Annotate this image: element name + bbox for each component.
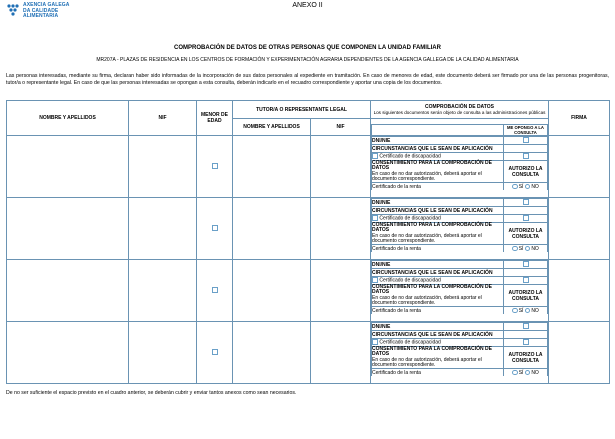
table-row: [7, 198, 610, 260]
discapacidad-checkbox[interactable]: [372, 215, 378, 221]
tutor-nif-cell[interactable]: [311, 260, 371, 322]
dni-label: DNI/NIE: [372, 137, 504, 145]
dni-opongo-checkbox[interactable]: [523, 199, 529, 205]
tutor-name-cell[interactable]: [233, 198, 311, 260]
consent-title: CONSENTIMIENTO PARA LA COMPROBACIÓN DE DATOS: [372, 284, 493, 296]
discapacidad-label: Certificado de discapacidad: [379, 153, 441, 160]
no-radio[interactable]: [525, 184, 531, 190]
firma-cell[interactable]: [549, 322, 610, 384]
member-nif-cell[interactable]: [129, 322, 197, 384]
member-name-cell[interactable]: [7, 260, 129, 322]
anexo-label: ANEXO II: [292, 2, 323, 9]
header-tutor-name: NOMBRE Y APELLIDOS: [233, 119, 311, 136]
logo-line: DA CALIDADE: [23, 7, 59, 14]
logo-line: ALIMENTARIA: [23, 13, 59, 20]
comprobacion-title: COMPROBACIÓN DE DATOS: [425, 103, 494, 110]
menor-checkbox[interactable]: [212, 225, 218, 231]
discapacidad-opongo-checkbox[interactable]: [523, 277, 529, 283]
discapacidad-opongo-checkbox[interactable]: [523, 215, 529, 221]
consent-text: En caso de no dar autorización, deberá aportar el documento correspondiente.: [372, 356, 482, 368]
discapacidad-checkbox[interactable]: [372, 153, 378, 159]
comprobacion-subtitle: Los siguientes documentos serán objeto de consulta a las administraciones públicas: [373, 109, 546, 115]
si-label: SÍ: [518, 369, 524, 376]
document-title: COMPROBACIÓN DE DATOS DE OTRAS PERSONAS QUE COMPONEN LA UNIDAD FAMILIAR: [174, 45, 441, 51]
firma-cell[interactable]: [549, 136, 610, 198]
menor-cell: [197, 136, 233, 198]
circunstancias-label: CIRCUNSTANCIAS QUE LE SEAN DE APLICACIÓN: [372, 331, 504, 339]
menor-cell: [197, 198, 233, 260]
discapacidad-label: Certificado de discapacidad: [379, 215, 441, 222]
si-label: SÍ: [518, 245, 524, 252]
member-name-cell[interactable]: [7, 136, 129, 198]
menor-cell: [197, 260, 233, 322]
header-me-opongo-cell: [371, 119, 549, 136]
circunstancias-label: CIRCUNSTANCIAS QUE LE SEAN DE APLICACIÓN: [372, 145, 504, 153]
consent-text: En caso de no dar autorización, deberá aportar el documento correspondiente.: [372, 170, 482, 182]
renta-label: Certificado de la renta: [372, 307, 504, 315]
header-comprobacion: [371, 101, 549, 119]
member-name-cell[interactable]: [7, 322, 129, 384]
discapacidad-checkbox[interactable]: [372, 277, 378, 283]
consent-text: En caso de no dar autorización, deberá aportar el documento correspondiente.: [372, 232, 482, 244]
renta-label: Certificado de la renta: [372, 369, 504, 377]
no-radio[interactable]: [525, 370, 531, 376]
dni-opongo-checkbox[interactable]: [523, 323, 529, 329]
document-subtitle: MR207A - PLAZAS DE RESIDENCIA EN LOS CENTROS DE FORMACIÓN Y EXPERIMENTACIÓN AGRARIA DEPENDIENTES DE LA AGENCIA GALLEGA DE LA CALIDAD ALIMENTARIA: [96, 57, 519, 63]
dni-label: DNI/NIE: [372, 261, 504, 269]
no-label: NO: [531, 245, 539, 252]
tutor-name-cell[interactable]: [233, 322, 311, 384]
autorizo-label: AUTORIZO LA CONSULTA: [504, 285, 548, 307]
dni-opongo-checkbox[interactable]: [523, 137, 529, 143]
discapacidad-label: Certificado de discapacidad: [379, 339, 441, 346]
comprobacion-cell: [371, 322, 549, 384]
table-row: [7, 322, 610, 384]
comprobacion-cell: [371, 198, 549, 260]
tutor-nif-cell[interactable]: [311, 198, 371, 260]
no-label: NO: [531, 307, 539, 314]
comprobacion-cell: [371, 136, 549, 198]
si-label: SÍ: [518, 183, 524, 190]
table-row: [7, 260, 610, 322]
tutor-name-cell[interactable]: [233, 260, 311, 322]
firma-cell[interactable]: [549, 260, 610, 322]
tutor-nif-cell[interactable]: [311, 322, 371, 384]
discapacidad-checkbox[interactable]: [372, 339, 378, 345]
autorizo-label: AUTORIZO LA CONSULTA: [504, 223, 548, 245]
discapacidad-opongo-checkbox[interactable]: [523, 153, 529, 159]
footer-note: De no ser suficiente el espacio previsto en el cuadro anterior, se deberán cubrir y enviar tantos anexos como sean necesarios.: [6, 390, 297, 396]
header-tutor-nif: NIF: [311, 119, 371, 136]
si-radio[interactable]: [512, 308, 518, 314]
discapacidad-label: Certificado de discapacidad: [379, 277, 441, 284]
autorizo-label: AUTORIZO LA CONSULTA: [504, 347, 548, 369]
consent-text: En caso de no dar autorización, deberá aportar el documento correspondiente.: [372, 294, 482, 306]
menor-checkbox[interactable]: [212, 349, 218, 355]
consent-title: CONSENTIMIENTO PARA LA COMPROBACIÓN DE DATOS: [372, 160, 493, 172]
logo-line: AXENCIA GALEGA: [23, 2, 70, 8]
header-tutor: TUTOR/A O REPRESENTANTE LEGAL: [233, 101, 371, 119]
table-row: [7, 136, 610, 198]
si-radio[interactable]: [512, 246, 518, 252]
dni-label: DNI/NIE: [372, 323, 504, 331]
header-me-opongo: ME OPONGO A LA CONSULTA: [504, 125, 548, 136]
member-nif-cell[interactable]: [129, 260, 197, 322]
consent-title: CONSENTIMIENTO PARA LA COMPROBACIÓN DE DATOS: [372, 346, 493, 358]
tutor-nif-cell[interactable]: [311, 136, 371, 198]
header-menor: MENOR DE EDAD: [197, 101, 233, 136]
no-label: NO: [531, 369, 539, 376]
si-label: SÍ: [518, 307, 524, 314]
firma-cell[interactable]: [549, 198, 610, 260]
renta-label: Certificado de la renta: [372, 245, 504, 253]
no-label: NO: [531, 183, 539, 190]
no-radio[interactable]: [525, 308, 531, 314]
dni-label: DNI/NIE: [372, 199, 504, 207]
header-nif: NIF: [129, 101, 197, 136]
header-name: NOMBRE Y APELLIDOS: [7, 101, 129, 136]
member-name-cell[interactable]: [7, 198, 129, 260]
renta-label: Certificado de la renta: [372, 183, 504, 191]
si-radio[interactable]: [512, 370, 518, 376]
menor-checkbox[interactable]: [212, 163, 218, 169]
autorizo-label: AUTORIZO LA CONSULTA: [504, 161, 548, 183]
family-members-table: [6, 100, 610, 384]
intro-paragraph: Las personas interesadas, mediante su firma, declaran haber sido informadas de la incorporación de sus datos personales al expediente en tramitación. En caso de menores de edad, este documento deberá ser firmado por una de las personas progenitoras, tutor/a o representante legal. En caso de que las personas interesadas se opongan a esta consulta, deberán indicarlo en el recuadro correspondiente y aportar una copia de los documentos.: [6, 73, 609, 86]
si-radio[interactable]: [512, 184, 518, 190]
header-firma: FIRMA: [549, 101, 610, 136]
comprobacion-cell: [371, 260, 549, 322]
member-nif-cell[interactable]: [129, 198, 197, 260]
menor-checkbox[interactable]: [212, 287, 218, 293]
discapacidad-opongo-checkbox[interactable]: [523, 339, 529, 345]
member-nif-cell[interactable]: [129, 136, 197, 198]
dni-opongo-checkbox[interactable]: [523, 261, 529, 267]
menor-cell: [197, 322, 233, 384]
no-radio[interactable]: [525, 246, 531, 252]
circunstancias-label: CIRCUNSTANCIAS QUE LE SEAN DE APLICACIÓN: [372, 207, 504, 215]
consent-title: CONSENTIMIENTO PARA LA COMPROBACIÓN DE DATOS: [372, 222, 493, 234]
circunstancias-label: CIRCUNSTANCIAS QUE LE SEAN DE APLICACIÓN: [372, 269, 504, 277]
tutor-name-cell[interactable]: [233, 136, 311, 198]
